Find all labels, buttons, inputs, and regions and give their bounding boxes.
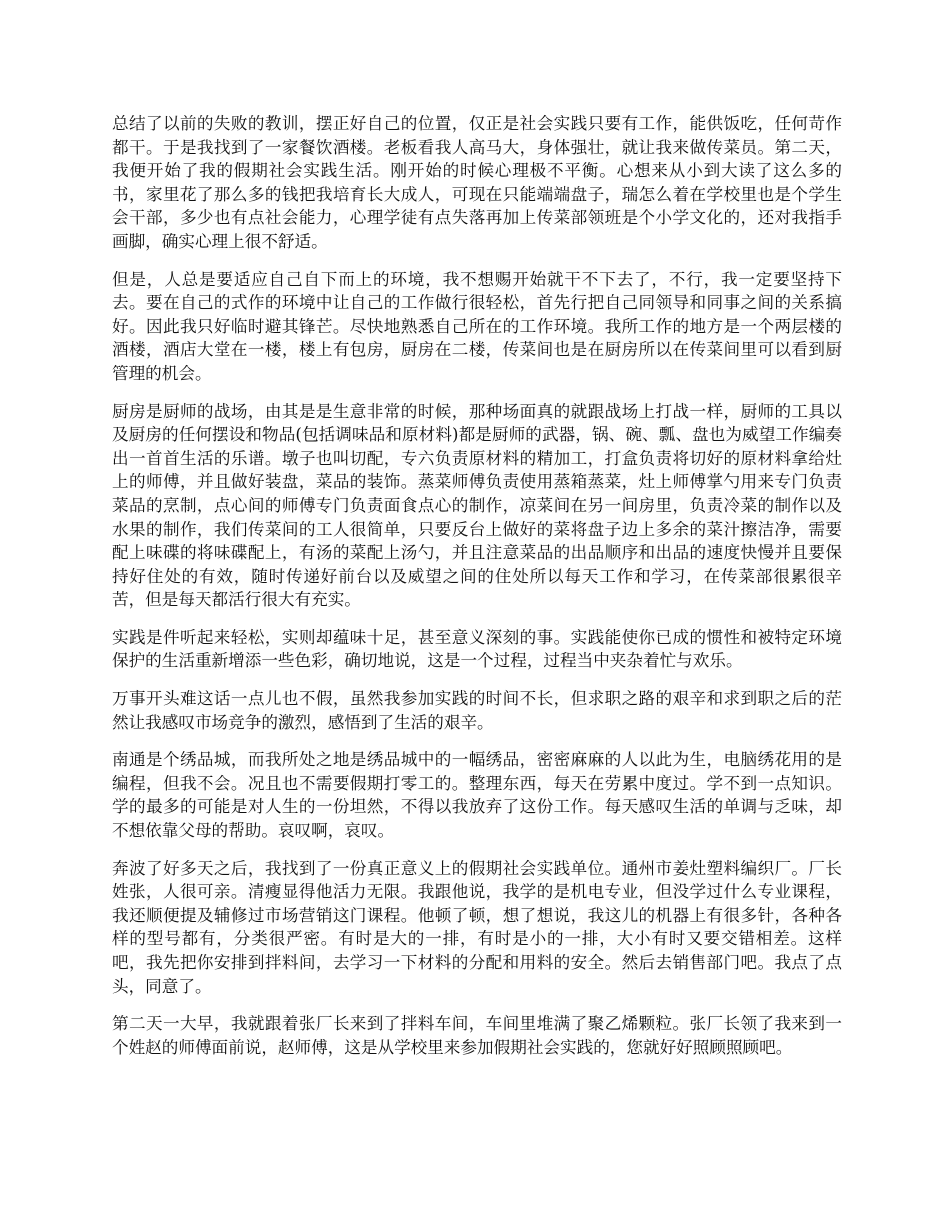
paragraph-1: 总结了以前的失败的教训，摆正好自己的位置，仅正是社会实践只要有工作，能供饭吃，任何苛作都干。于是我找到了一家餐饮酒楼。老板看我人高马大，身体强壮，就让我来做传菜员。第二天，我便开始了我的假期社会实践生活。刚开始的时候心理极不平衡。心想来从小到大读了这么多的书，家里花了那么多的钱把我培育长大成人，可现在只能端端盘子，瑞怎么着在学校里也是个学生会干部，多少也有点社会能力，心理学徒有点失落再加上传菜部领班是个小学文化的，还对我指手画脚，确实心理上很不舒适。: [112, 114, 842, 251]
paragraph-8: 第二天一大早，我就跟着张厂长来到了拌料车间，车间里堆满了聚乙烯颗粒。张厂长领了我来到一个姓赵的师傅面前说，赵师傅，这是从学校里来参加假期社会实践的，您就好好照顾照顾吧。: [112, 1014, 842, 1057]
paragraph-2: 但是，人总是要适应自己自下而上的环境，我不想赐开始就干不下去了，不行，我一定要坚持下去。要在自己的式作的环境中让自己的工作做行很轻松，首先行把自己同领导和同事之间的关系搞好。因此我只好临时避其锋芒。尽快地熟悉自己所在的工作环境。我所工作的地方是一个两层楼的酒楼，酒店大堂在一楼，楼上有包房，厨房在二楼，传菜间也是在厨房所以在传菜间里可以看到厨管理的机会。: [112, 269, 842, 383]
paragraph-3: 厨房是厨师的战场，由其是是生意非常的时候，那种场面真的就跟战场上打战一样，厨师的工具以及厨房的任何摆设和物品(包括调味品和原材料)都是厨师的武器，锅、碗、瓢、盘也为威望工作编奏出一首首生活的乐谱。墩子也叫切配，专六负责原材料的精加工，打盒负责将切好的原材料拿给灶上的师傅，并且做好装盘，菜品的装饰。蒸菜师傅负责使用蒸箱蒸菜，灶上师傅掌勺用来专门负责菜品的烹制，点心间的师傅专门负责面食点心的制作，凉菜间在另一间房里，负责冷菜的制作以及水果的制作，我们传菜间的工人很简单，只要反台上做好的菜将盘子边上多余的菜汁擦洁净，需要配上味碟的将味碟配上，有汤的菜配上汤勺，并且注意菜品的出品顺序和出品的速度快慢并且要保持好住处的有效，随时传递好前台以及威望之间的住处所以每天工作和学习，在传菜部很累很辛苦，但是每天都活行很大有充实。: [112, 401, 842, 610]
paragraph-5: 万事开头难这话一点儿也不假，虽然我参加实践的时间不长，但求职之路的艰辛和求到职之后的茫然让我感叹市场竞争的激烈，感悟到了生活的艰辛。: [112, 689, 842, 732]
paragraph-7: 奔波了好多天之后，我找到了一份真正意义上的假期社会实践单位。通州市姜灶塑料编织厂。厂长姓张，人很可亲。清瘦显得他活力无限。我跟他说，我学的是机电专业，但没学过什么专业课程，我还顺便提及辅修过市场营销这门课程。他顿了顿，想了想说，我这儿的机器上有很多针，各种各样的型号都有，分类很严密。有时是大的一排，有时是小的一排，大小有时又要交错相差。这样吧，我先把你安排到拌料间，去学习一下材料的分配和用料的安全。然后去销售部门吧。我点了点头，同意了。: [112, 858, 842, 996]
paragraph-4: 实践是件听起来轻松，实则却蕴味十足，甚至意义深刻的事。实践能使你已成的惯性和被特定环境保护的生活重新增添一些色彩，确切地说，这是一个过程，过程当中夹杂着忙与欢乐。: [112, 627, 842, 671]
paragraph-6: 南通是个绣品城，而我所处之地是绣品城中的一幅绣品，密密麻麻的人以此为生，电脑绣花用的是编程，但我不会。况且也不需要假期打零工的。整理东西，每天在劳累中度过。学不到一点知识。学的最多的可能是对人生的一份坦然，不得以我放弃了这份工作。每天感叹生活的单调与乏味，却不想依靠父母的帮助。哀叹啊，哀叹。: [112, 750, 842, 841]
document-body: [112, 112, 842, 1073]
